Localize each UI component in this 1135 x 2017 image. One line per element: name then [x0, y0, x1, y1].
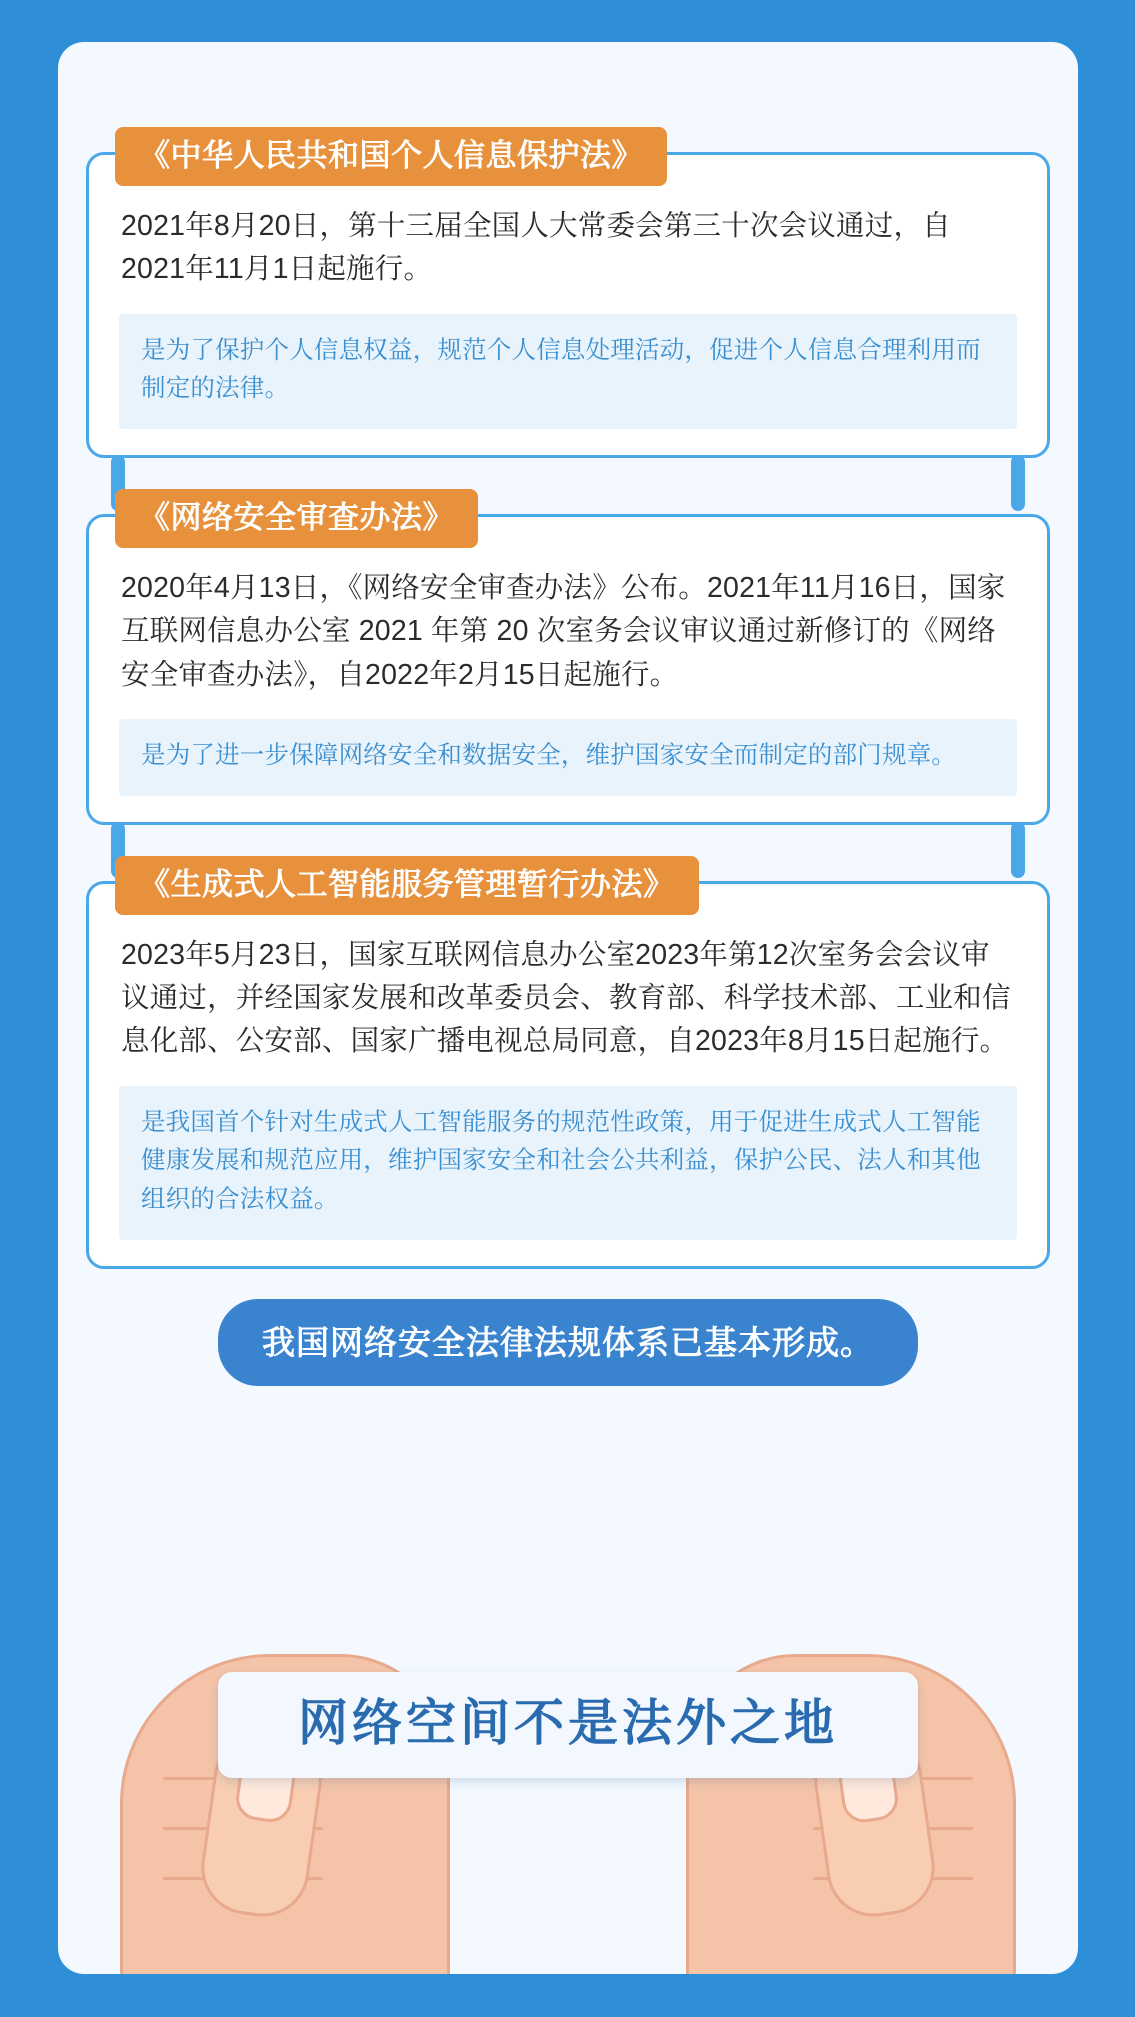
slogan-banner — [218, 1672, 918, 1778]
law-block-1 — [86, 138, 1050, 458]
law-note-3: 是我国首个针对生成式人工智能服务的规范性政策，用于促进生成式人工智能健康发展和规范应用，维护国家安全和社会公共利益，保护公民、法人和其他组织的合法权益。 — [119, 1086, 1017, 1240]
law-block-3 — [86, 866, 1050, 1269]
conclusion-wrap — [86, 1299, 1050, 1386]
law-description-2: 2020年4月13日，《网络安全审查办法》公布。2021年11月16日，国家互联网信息办公室 2021 年第 20 次室务会议审议通过新修订的《网络安全审查办法》，自2022年2月15日起施行。 — [121, 572, 1006, 691]
law-description-1: 2021年8月20日，第十三届全国人大常委会第三十次会议通过，自2021年11月1日起施行。 — [121, 210, 951, 286]
conclusion-pill: 我国网络安全法律法规体系已基本形成。 — [218, 1299, 918, 1386]
law-title-3: 《生成式人工智能服务管理暂行办法》 — [115, 856, 699, 915]
slogan-text: 网络空间不是法外之地 — [298, 1695, 838, 1751]
law-block-2 — [86, 500, 1050, 825]
law-note-1: 是为了保护个人信息权益，规范个人信息处理活动，促进个人信息合理利用而制定的法律。 — [119, 314, 1017, 429]
law-note-2: 是为了进一步保障网络安全和数据安全，维护国家安全而制定的部门规章。 — [119, 719, 1017, 796]
law-title-2: 《网络安全审查办法》 — [115, 489, 478, 548]
law-description-3: 2023年5月23日，国家互联网信息办公室2023年第12次室务会会议审议通过，并经国家发展和改革委员会、教育部、科学技术部、工业和信息化部、公安部、国家广播电视总局同意，自2023年8月15日起施行。 — [121, 938, 1011, 1058]
connector-pipe-right — [1011, 455, 1025, 511]
hands-illustration — [58, 1644, 1078, 1974]
law-title-1: 《中华人民共和国个人信息保护法》 — [115, 127, 667, 186]
connector-pipe-right — [1011, 822, 1025, 878]
